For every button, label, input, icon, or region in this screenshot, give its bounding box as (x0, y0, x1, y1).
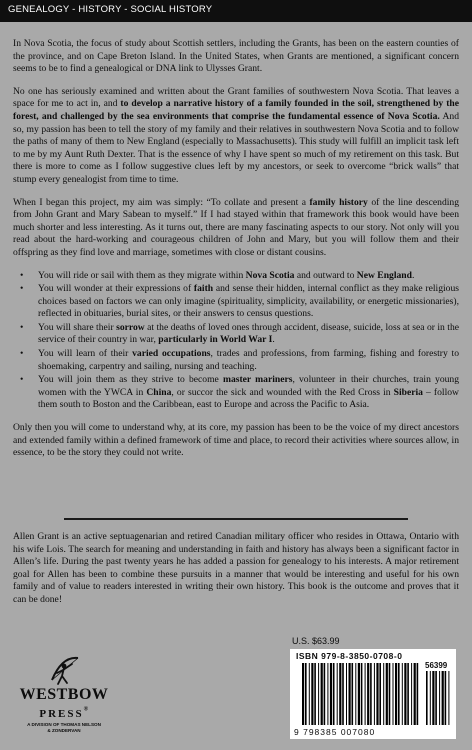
barcode-bar (426, 671, 428, 725)
barcode-bar (393, 663, 394, 725)
barcode-bar (389, 663, 391, 725)
bold-text: faith (193, 283, 214, 295)
barcode-bar (314, 663, 316, 725)
bold-text: master mariners (222, 374, 293, 386)
body-text: When I began this project, my aim was simply: “To collate and present a (13, 196, 310, 208)
barcode-bar (333, 663, 335, 725)
body-text: And so, my passion has been to tell the story of my family and their relatives in southwestern Nova Scotia and to follow the paths of many of them to New England (especially to Massachusetts). This study will fulfill an implicit task left to me by my Aunt Ruth Dexter. That is the essence of why I have spent so much of my retirement on this task. But there is more to come as I follow suggestive clues left by my ancestors, or seek to overcome “brick walls” that stump every genealogist from time to time. (13, 110, 459, 185)
barcode-bar (365, 663, 366, 725)
body-text: and outward to (294, 269, 357, 281)
barcode-bar (318, 663, 319, 725)
body-text: You will wonder at their expressions of (38, 283, 194, 295)
body-text: and sense their hidden, internal conflict as they make religious choices based on factors we can only imagine (spirituality, simplicity, availability, or energetic missionaries), reflected in obituaries, burial sites, or their answers to census questions. (38, 283, 459, 320)
registered-mark: ® (83, 706, 89, 713)
barcode-bar (386, 663, 388, 725)
barcode-bar (311, 663, 313, 725)
barcode-bar (370, 663, 372, 725)
barcode-bar (339, 663, 341, 725)
genre-label: GENEALOGY - HISTORY - SOCIAL HISTORY (8, 4, 213, 15)
feature-list-item (13, 322, 459, 347)
barcode-bar (430, 671, 431, 725)
publisher-logo (14, 654, 124, 744)
barcode-bar (445, 671, 447, 725)
publisher-name-part2: PRESS (39, 708, 84, 720)
barcode-bar (376, 663, 378, 725)
body-text: , volunteer in their churches, train young women with the YWCA in (38, 374, 460, 398)
barcode-bar (402, 663, 403, 725)
addon-barcode (426, 671, 452, 725)
bold-text: China (146, 386, 172, 398)
barcode-bar (383, 663, 384, 725)
barcode-bar (305, 663, 307, 725)
body-text: No one has seriously examined and written about the Grant families of southwestern Nova Scotia. That leaves a space for me to act in, and (13, 85, 459, 110)
publisher-name-part1: WESTBOW (19, 686, 109, 703)
barcode-bar (358, 663, 360, 725)
barcode-bar (361, 663, 363, 725)
barcode-bar (407, 663, 409, 725)
barcode-bar (439, 671, 440, 725)
feature-list-item (13, 348, 459, 373)
author-bio (13, 531, 459, 607)
intro-paragraph (13, 197, 459, 260)
feature-list (13, 270, 459, 413)
bold-text: to develop a narrative history of a family founded in the soil, strengthened by the forest, and challenged by the sea environments that comprise the fundamental essence of Nova Scotia. (13, 98, 459, 122)
barcode-bar (346, 663, 347, 725)
barcode-bar (448, 671, 449, 725)
barcode-bar (398, 663, 400, 725)
barcode-bar (435, 671, 437, 725)
description-body (13, 38, 459, 470)
publisher-division-line1: A DIVISION OF THOMAS NELSON (27, 722, 101, 727)
barcode-bar (352, 663, 354, 725)
bold-text: New England (356, 269, 412, 281)
bold-text: Nova Scotia (245, 269, 295, 281)
barcode-bar (404, 663, 406, 725)
barcode-bar (324, 663, 326, 725)
intro-paragraph (13, 86, 459, 187)
barcode-bar (337, 663, 338, 725)
body-text: , trades and professions, from farming, fishing and forestry to shoemaking, carpentry and sailing, nursing and teaching. (38, 348, 459, 372)
publisher-name (14, 686, 114, 722)
barcode-bar (379, 663, 381, 725)
feature-list-item (13, 374, 459, 412)
bold-text: particularly in World War I (158, 334, 273, 346)
body-text: , or succor the sick and wounded with the Red Cross in (171, 386, 394, 398)
feature-list-item (13, 283, 459, 321)
bold-text: Siberia (393, 386, 423, 398)
barcode-bar (302, 663, 304, 725)
bold-text: varied occupations (132, 348, 211, 360)
ean-barcode (302, 663, 422, 725)
barcode-bar (321, 663, 323, 725)
barcode-bar (417, 663, 419, 725)
barcode-bar (355, 663, 356, 725)
publisher-division (14, 722, 114, 734)
publisher-division-line2: & ZONDERVAN (47, 728, 81, 733)
barcode-bar (395, 663, 397, 725)
intro-paragraphs (13, 38, 459, 260)
barcode-bar (442, 671, 444, 725)
barcode-block (290, 649, 456, 739)
isbn-label: ISBN 979-8-3850-0708-0 (296, 651, 403, 661)
price-label: U.S. $63.99 (292, 636, 340, 646)
body-text: You will learn of their (38, 348, 133, 360)
body-text: – follow them south to Boston and the Caribbean, east to Europe and across the Pacific to Asia. (38, 386, 459, 411)
body-text: at the deaths of loved ones through accident, disease, suicide, loss at sea or in the service of their country in war, (38, 321, 460, 346)
body-text: You will share their (38, 321, 117, 333)
divider-rule (64, 518, 408, 520)
bold-text: family history (309, 196, 368, 208)
barcode-bar (342, 663, 344, 725)
price-addon-number: 56399 (425, 661, 448, 670)
body-text: of the line descending from John Grant and Mary Sabean to myself.” If I had stayed within that framework this book would have been much shorter and less interesting. As it turns out, there are many fascinating aspects to our story. Not only will you read about the hard-working and courageous children of John and Mary, but you will follow them and their offspring as they find love and marriage, sometimes with close or distant cousins. (13, 196, 459, 258)
barcode-bar (367, 663, 369, 725)
barcode-number: 9 798385 007080 (294, 727, 376, 737)
intro-paragraph (13, 38, 459, 76)
feature-list-item (13, 270, 459, 283)
barcode-bar (411, 663, 412, 725)
barcode-bar (432, 671, 434, 725)
barcode-bar (414, 663, 416, 725)
body-text: Only then you will come to understand why, at its core, my passion has been to be the voice of my direct ancestors and extended family within a defined framework of time and place, to record their activities where sources allow, in essence, to be the story they could not write. (13, 422, 459, 459)
body-text: In Nova Scotia, the focus of study about Scottish settlers, including the Grants, has been on the eastern counties of the province, and on Cape Breton Island. In the United States, when Grants are mentioned, a significant concern seems to be to find a genealogical or DNA link to Ulysses Grant. (13, 38, 459, 75)
closing-paragraph (13, 422, 459, 460)
barcode-bar (327, 663, 328, 725)
barcode-bar (349, 663, 351, 725)
archer-icon (48, 654, 82, 686)
bold-text: sorrow (116, 321, 145, 333)
genre-band (0, 0, 472, 22)
barcode-bar (330, 663, 332, 725)
body-text: . (272, 334, 275, 346)
barcode-bar (309, 663, 310, 725)
body-text: You will join them as they strive to become (38, 374, 223, 386)
body-text: . (411, 269, 415, 281)
barcode-bar (374, 663, 375, 725)
body-text: You will ride or sail with them as they migrate within (38, 269, 246, 281)
body-text: Allen Grant is an active septuagenarian and retired Canadian military officer who resides in Ottawa, Ontario with his wife Lois. The search for meaning and understanding in faith and history has always been a significant factor in Allen’s life. During the past twenty years he has added a passion for genealogy to his interests. A major retirement goal for Allen has been to combine these pursuits in a manner that would be interesting and useful for his own family and of value to readers interested in writing their own history. This book is the outcome and proves that it can be done! (13, 531, 459, 605)
